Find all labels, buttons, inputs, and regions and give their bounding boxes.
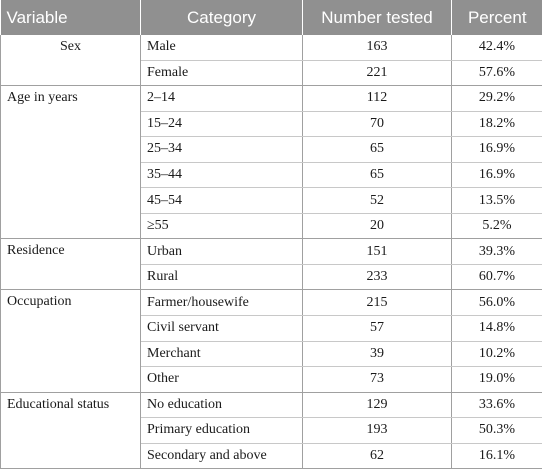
number-cell: 112 (303, 86, 452, 112)
percent-cell: 19.0% (452, 367, 542, 393)
category-cell: 45–54 (141, 188, 303, 214)
category-cell: Urban (141, 239, 303, 265)
variable-cell: Residence (1, 239, 141, 290)
category-cell: Rural (141, 264, 303, 290)
category-cell: Secondary and above (141, 443, 303, 469)
percent-cell: 18.2% (452, 111, 542, 137)
table-row (1, 86, 542, 112)
header-row (1, 0, 542, 35)
number-cell: 151 (303, 239, 452, 265)
percent-cell: 10.2% (452, 341, 542, 367)
percent-cell: 57.6% (452, 60, 542, 86)
number-cell: 73 (303, 367, 452, 393)
number-cell: 39 (303, 341, 452, 367)
number-cell: 65 (303, 162, 452, 188)
variable-cell: Educational status (1, 392, 141, 469)
category-cell: ≥55 (141, 213, 303, 239)
header-percent: Percent (452, 0, 542, 35)
percent-cell: 50.3% (452, 418, 542, 444)
category-cell: Other (141, 367, 303, 393)
number-cell: 70 (303, 111, 452, 137)
category-cell: 15–24 (141, 111, 303, 137)
percent-cell: 16.9% (452, 137, 542, 163)
header-number-tested: Number tested (303, 0, 452, 35)
percent-cell: 39.3% (452, 239, 542, 265)
number-cell: 233 (303, 264, 452, 290)
percent-cell: 33.6% (452, 392, 542, 418)
category-cell: No education (141, 392, 303, 418)
number-cell: 62 (303, 443, 452, 469)
variable-cell: Age in years (1, 86, 141, 239)
number-cell: 52 (303, 188, 452, 214)
number-cell: 193 (303, 418, 452, 444)
percent-cell: 16.9% (452, 162, 542, 188)
variable-cell: Occupation (1, 290, 141, 392)
table-row (1, 239, 542, 265)
header-category: Category (141, 0, 303, 35)
table-header (1, 0, 542, 35)
table-row (1, 290, 542, 316)
table-row (1, 392, 542, 418)
header-variable: Variable (1, 0, 141, 35)
percent-cell: 42.4% (452, 35, 542, 60)
number-cell: 20 (303, 213, 452, 239)
variable-cell: Sex (1, 35, 141, 86)
number-cell: 129 (303, 392, 452, 418)
category-cell: Male (141, 35, 303, 60)
table-row (1, 35, 542, 60)
category-cell: Primary education (141, 418, 303, 444)
table-body (1, 35, 542, 469)
percent-cell: 13.5% (452, 188, 542, 214)
percent-cell: 16.1% (452, 443, 542, 469)
number-cell: 221 (303, 60, 452, 86)
percent-cell: 14.8% (452, 316, 542, 342)
number-cell: 57 (303, 316, 452, 342)
category-cell: Female (141, 60, 303, 86)
category-cell: Merchant (141, 341, 303, 367)
category-cell: 2–14 (141, 86, 303, 112)
percent-cell: 5.2% (452, 213, 542, 239)
category-cell: Civil servant (141, 316, 303, 342)
number-cell: 163 (303, 35, 452, 60)
percent-cell: 29.2% (452, 86, 542, 112)
percent-cell: 56.0% (452, 290, 542, 316)
number-cell: 65 (303, 137, 452, 163)
number-cell: 215 (303, 290, 452, 316)
percent-cell: 60.7% (452, 264, 542, 290)
category-cell: 25–34 (141, 137, 303, 163)
category-cell: Farmer/housewife (141, 290, 303, 316)
category-cell: 35–44 (141, 162, 303, 188)
